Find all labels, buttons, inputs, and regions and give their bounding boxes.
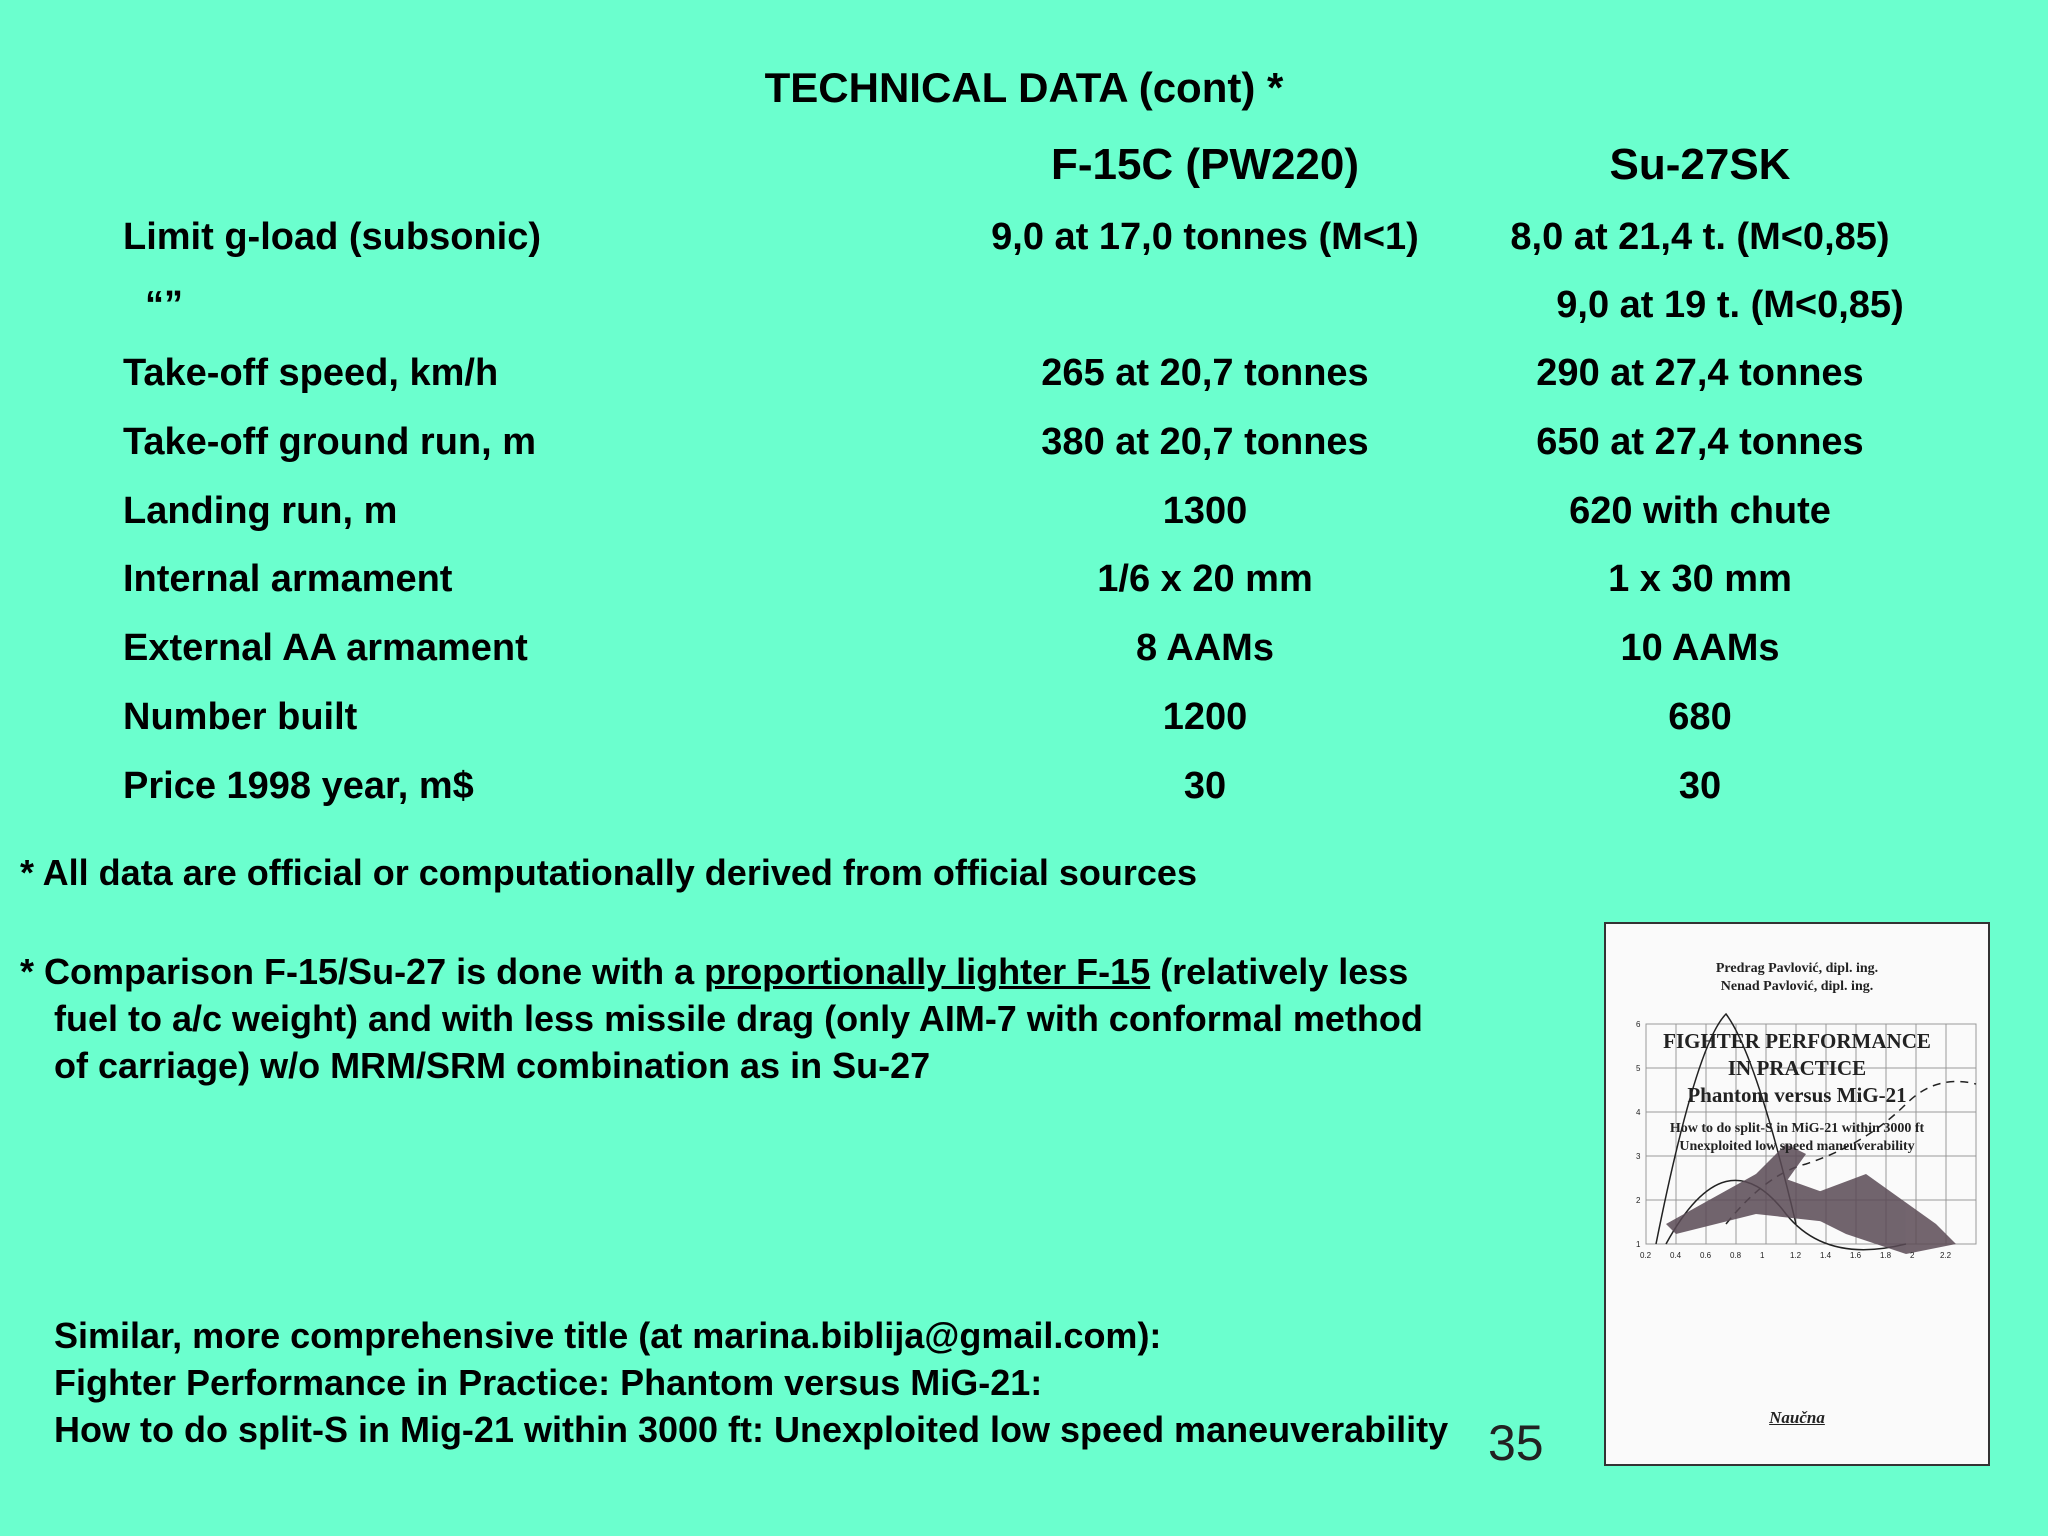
su27-value: 30 <box>1678 765 1722 807</box>
table-row <box>0 627 2048 687</box>
book-y-tick: 5 <box>1636 1064 1641 1073</box>
table-row <box>0 421 2048 481</box>
f15-value: 265 at 20,7 tonnes <box>1041 352 1369 394</box>
row-label: “” <box>145 284 183 326</box>
book-x-tick: 1.4 <box>1820 1251 1832 1260</box>
book-x-tick: 0.6 <box>1700 1251 1712 1260</box>
row-label: Internal armament <box>123 558 453 600</box>
book-subtitle <box>1606 1120 1988 1156</box>
book-x-tick: 2.2 <box>1940 1251 1952 1260</box>
row-label: Number built <box>123 696 358 738</box>
book-publisher: Naučna <box>1769 1408 1825 1427</box>
f15-value: 380 at 20,7 tonnes <box>1041 421 1369 463</box>
f15-value: 30 <box>1183 765 1227 807</box>
book-author: Nenad Pavlović, dipl. ing. <box>1720 979 1874 994</box>
f15-value: 1300 <box>1162 490 1248 532</box>
book-x-tick: 2 <box>1910 1251 1915 1260</box>
su27-value: 290 at 27,4 tonnes <box>1536 352 1864 394</box>
table-row <box>0 216 2048 276</box>
footnote-official-data: * All data are official or computationally derived from official sources <box>20 852 1197 893</box>
book-x-tick: 1.8 <box>1880 1251 1892 1260</box>
book-y-tick: 1 <box>1636 1240 1641 1249</box>
footnote-text: (relatively less <box>1150 951 1409 992</box>
similar-line: How to do split-S in Mig-21 within 3000 ft: Unexploited low speed maneuverability <box>54 1409 1449 1450</box>
book-x-tick: 1.2 <box>1790 1251 1802 1260</box>
book-cover-image <box>1604 922 1990 1466</box>
book-authors <box>1606 960 1988 996</box>
row-label: Limit g-load (subsonic) <box>123 216 541 258</box>
f15-value: 8 AAMs <box>1136 627 1274 669</box>
book-y-tick: 4 <box>1636 1108 1641 1117</box>
footnote-line: of carriage) w/o MRM/SRM combination as in Su-27 <box>54 1045 931 1086</box>
row-label: Price 1998 year, m$ <box>123 765 474 807</box>
f15-value: 9,0 at 17,0 tonnes (M<1) <box>991 216 1419 258</box>
book-x-tick: 0.2 <box>1640 1251 1652 1260</box>
underlined-phrase: proportionally lighter F-15 <box>704 951 1151 992</box>
footnote-comparison <box>20 948 1600 1089</box>
page-number: 35 <box>1488 1415 1544 1471</box>
column-header-f15: F-15C (PW220) <box>1050 140 1360 189</box>
book-x-tick: 0.4 <box>1670 1251 1682 1260</box>
book-y-tick: 6 <box>1636 1020 1641 1029</box>
row-label: Take-off ground run, m <box>123 421 537 463</box>
book-x-tick: 0.8 <box>1730 1251 1742 1260</box>
table-row <box>0 352 2048 412</box>
book-y-tick: 2 <box>1636 1196 1641 1205</box>
book-title-line: Phantom versus MiG-21 <box>1687 1083 1907 1107</box>
book-author: Predrag Pavlović, dipl. ing. <box>1715 961 1879 976</box>
table-row <box>0 284 2048 344</box>
column-header-su27: Su-27SK <box>1609 140 1791 189</box>
su27-value: 680 <box>1668 696 1732 738</box>
book-title-line: IN PRACTICE <box>1727 1056 1867 1080</box>
su27-value: 620 with chute <box>1569 490 1831 532</box>
book-subtitle-line: Unexploited low speed maneuverability <box>1679 1139 1915 1154</box>
book-title-line: FIGHTER PERFORMANCE <box>1663 1029 1931 1053</box>
footnote-line: fuel to a/c weight) and with less missile drag (only AIM-7 with conformal method <box>54 998 1423 1039</box>
row-label: Landing run, m <box>123 490 398 532</box>
book-title <box>1606 1028 1988 1109</box>
similar-line: Fighter Performance in Practice: Phantom versus MiG-21: <box>54 1362 1043 1403</box>
table-row <box>0 765 2048 825</box>
su27-value: 10 AAMs <box>1620 627 1780 669</box>
su27-value: 1 x 30 mm <box>1608 558 1792 600</box>
su27-value: 9,0 at 19 t. (M<0,85) <box>1556 284 1904 326</box>
f15-value: 1/6 x 20 mm <box>1097 558 1313 600</box>
table-row <box>0 696 2048 756</box>
book-subtitle-line: How to do split-S in MiG-21 within 3000 ft <box>1669 1121 1925 1136</box>
row-label: Take-off speed, km/h <box>123 352 499 394</box>
row-label: External AA armament <box>123 627 528 669</box>
similar-line: Similar, more comprehensive title (at marina.biblija@gmail.com): <box>54 1315 1162 1356</box>
page-title: TECHNICAL DATA (cont) * <box>764 64 1284 111</box>
book-y-tick: 3 <box>1636 1152 1641 1161</box>
book-x-tick: 1.6 <box>1850 1251 1862 1260</box>
book-cover-chart <box>1606 924 1992 1468</box>
table-row <box>0 490 2048 550</box>
book-x-tick: 1 <box>1760 1251 1765 1260</box>
su27-value: 650 at 27,4 tonnes <box>1536 421 1864 463</box>
footnote-text: * Comparison F-15/Su-27 is done with a <box>20 951 705 992</box>
similar-title-note <box>54 1312 1448 1453</box>
f15-value: 1200 <box>1162 696 1248 738</box>
table-row <box>0 558 2048 618</box>
su27-value: 8,0 at 21,4 t. (M<0,85) <box>1510 216 1890 258</box>
